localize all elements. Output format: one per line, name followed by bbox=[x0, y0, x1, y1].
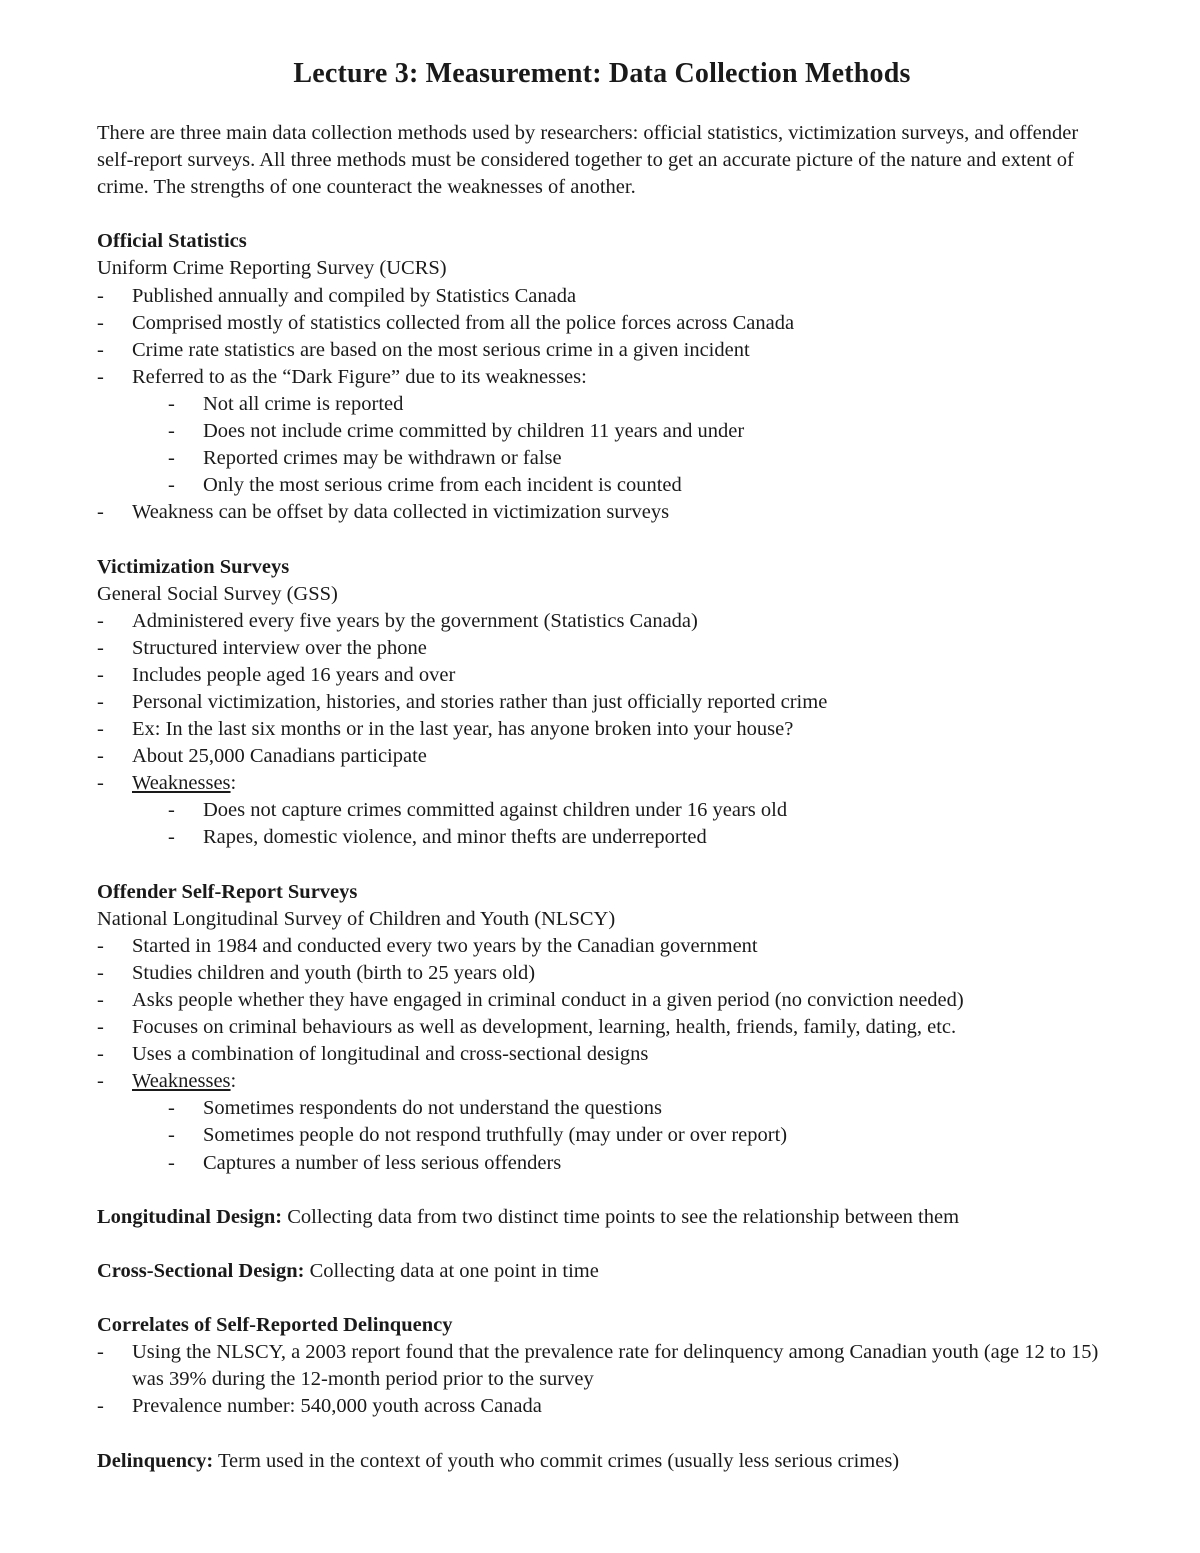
correlates-section bbox=[97, 1312, 1107, 1420]
dash-bullet: - bbox=[168, 474, 175, 497]
sub-list-item-text: Sometimes respondents do not understand the questions bbox=[203, 1097, 662, 1120]
list-item-text: Personal victimization, histories, and stories rather than just officially reported crime bbox=[132, 690, 828, 713]
list-item-text: Studies children and youth (birth to 25 years old) bbox=[132, 961, 536, 984]
sub-list-item bbox=[168, 1122, 1107, 1149]
dash-bullet: - bbox=[97, 934, 104, 957]
dash-bullet: - bbox=[97, 501, 104, 524]
list-item-text: Published annually and compiled by Statistics Canada bbox=[132, 284, 577, 307]
list-item bbox=[97, 364, 1107, 391]
sub-list-item-text: Only the most serious crime from each incident is counted bbox=[203, 474, 682, 497]
definition-term: Cross-Sectional Design: bbox=[97, 1259, 305, 1282]
sub-list-item bbox=[168, 418, 1107, 445]
list-item-text: Prevalence number: 540,000 youth across Canada bbox=[132, 1395, 542, 1418]
sub-list-item bbox=[168, 391, 1107, 418]
weaknesses-colon: : bbox=[230, 772, 237, 795]
section-subtitle-gss: General Social Survey (GSS) bbox=[97, 582, 338, 605]
list-item-text: Referred to as the “Dark Figure” due to its weaknesses: bbox=[132, 365, 587, 388]
dash-bullet: - bbox=[97, 961, 104, 984]
list-item bbox=[97, 337, 1107, 364]
dash-bullet: - bbox=[168, 1124, 175, 1147]
sub-list-item-text: Does not include crime committed by children 11 years and under bbox=[203, 420, 745, 443]
spacer bbox=[97, 1285, 1107, 1312]
list-item-text: Uses a combination of longitudinal and cross-sectional designs bbox=[132, 1043, 649, 1066]
spacer bbox=[97, 201, 1107, 228]
dash-bullet: - bbox=[97, 311, 104, 334]
list-item bbox=[97, 635, 1107, 662]
dash-bullet: - bbox=[97, 690, 104, 713]
spacer bbox=[97, 1177, 1107, 1204]
list-item bbox=[97, 662, 1107, 689]
dash-bullet: - bbox=[97, 989, 104, 1011]
section-heading-victimization-surveys: Victimization Surveys bbox=[97, 555, 290, 578]
spacer bbox=[97, 526, 1107, 553]
official-bullet-list-end bbox=[97, 499, 1107, 526]
list-item-text: Crime rate statistics are based on the most serious crime in a given incident bbox=[132, 338, 750, 361]
dash-bullet: - bbox=[168, 447, 175, 470]
dash-bullet: - bbox=[168, 1097, 175, 1120]
definition-longitudinal-design bbox=[97, 1204, 1107, 1231]
document-page bbox=[97, 56, 1107, 1475]
weaknesses-colon: : bbox=[230, 1070, 237, 1093]
dash-bullet: - bbox=[97, 745, 104, 768]
definition-text: Term used in the context of youth who commit crimes (usually less serious crimes) bbox=[213, 1449, 900, 1472]
dash-bullet: - bbox=[168, 392, 175, 415]
dash-bullet: - bbox=[97, 1043, 104, 1066]
list-item-text: About 25,000 Canadians participate bbox=[132, 745, 427, 768]
offender-bullet-list bbox=[97, 933, 1107, 1096]
offender-self-report-section bbox=[97, 879, 1107, 1177]
dash-bullet: - bbox=[97, 636, 104, 659]
list-item-text: Ex: In the last six months or in the last year, has anyone broken into your house? bbox=[132, 718, 794, 741]
list-item bbox=[97, 499, 1107, 526]
dash-bullet: - bbox=[168, 1151, 175, 1174]
sub-list-item bbox=[168, 1150, 1107, 1177]
dash-bullet: - bbox=[97, 663, 104, 686]
list-item bbox=[97, 283, 1107, 310]
section-heading-correlates: Correlates of Self-Reported Delinquency bbox=[97, 1314, 453, 1337]
official-statistics-section bbox=[97, 228, 1107, 526]
weaknesses-label: Weaknesses bbox=[132, 772, 231, 795]
list-item bbox=[97, 987, 1107, 1014]
offender-sub-list bbox=[97, 1095, 1107, 1176]
section-heading-offender-self-report: Offender Self-Report Surveys bbox=[97, 880, 358, 903]
list-item-text: Focuses on criminal behaviours as well as development, learning, health, friends, family, dating, etc. bbox=[132, 1016, 957, 1039]
official-bullet-list bbox=[97, 283, 1107, 391]
list-item-text: Administered every five years by the government (Statistics Canada) bbox=[132, 609, 698, 632]
dash-bullet: - bbox=[168, 420, 175, 443]
sub-list-item-text: Sometimes people do not respond truthfully (may under or over report) bbox=[203, 1124, 788, 1147]
sub-list-item-text: Captures a number of less serious offenders bbox=[203, 1151, 562, 1174]
definition-text: Collecting data from two distinct time points to see the relationship between them bbox=[282, 1205, 960, 1228]
list-item bbox=[97, 743, 1107, 770]
list-item-text: Using the NLSCY, a 2003 report found that the prevalence rate for delinquency among Canadian youth (age 12 to 15) was 39% during the 12-month period prior to the survey bbox=[132, 1341, 1099, 1391]
sub-list-item-text: Reported crimes may be withdrawn or false bbox=[203, 447, 562, 470]
list-item-text: Asks people whether they have engaged in criminal conduct in a given period (no conviction needed) bbox=[132, 989, 964, 1011]
list-item bbox=[97, 716, 1107, 743]
dash-bullet: - bbox=[168, 826, 175, 849]
list-item bbox=[97, 1014, 1107, 1041]
victim-bullet-list bbox=[97, 608, 1107, 798]
list-item-text: Started in 1984 and conducted every two years by the Canadian government bbox=[132, 934, 758, 957]
spacer bbox=[97, 1421, 1107, 1448]
sub-list-item bbox=[168, 824, 1107, 851]
definition-delinquency bbox=[97, 1448, 1107, 1475]
list-item bbox=[97, 1041, 1107, 1068]
spacer bbox=[97, 1231, 1107, 1258]
dash-bullet: - bbox=[168, 799, 175, 822]
intro-paragraph: There are three main data collection methods used by researchers: official statistics, victimization surveys, and offender self-report surveys. All three methods must be considered together to get an accurate picture of the nature and extent of crime. The strengths of one counteract the weaknesses of another. bbox=[97, 122, 1079, 199]
correlates-bullet-list bbox=[97, 1339, 1107, 1420]
list-item bbox=[97, 1393, 1107, 1420]
spacer bbox=[97, 852, 1107, 879]
definition-term: Delinquency: bbox=[97, 1449, 214, 1472]
official-sub-list bbox=[97, 391, 1107, 499]
dash-bullet: - bbox=[97, 1070, 104, 1093]
dash-bullet: - bbox=[97, 1395, 104, 1418]
victimization-surveys-section bbox=[97, 554, 1107, 852]
dash-bullet: - bbox=[97, 365, 104, 388]
list-item bbox=[97, 770, 1107, 797]
weaknesses-label: Weaknesses bbox=[132, 1070, 231, 1093]
list-item-text: Weakness can be offset by data collected in victimization surveys bbox=[132, 501, 670, 524]
definition-term: Longitudinal Design: bbox=[97, 1205, 283, 1228]
dash-bullet: - bbox=[97, 338, 104, 361]
list-item bbox=[97, 933, 1107, 960]
sub-list-item bbox=[168, 797, 1107, 824]
definition-cross-sectional-design bbox=[97, 1258, 1107, 1285]
list-item bbox=[97, 1068, 1107, 1095]
list-item-text: Comprised mostly of statistics collected from all the police forces across Canada bbox=[132, 311, 795, 334]
definition-text: Collecting data at one point in time bbox=[304, 1259, 599, 1282]
sub-list-item-text: Rapes, domestic violence, and minor thefts are underreported bbox=[203, 826, 707, 849]
sub-list-item-text: Does not capture crimes committed against children under 16 years old bbox=[203, 799, 788, 822]
dash-bullet: - bbox=[97, 718, 104, 741]
list-item bbox=[97, 1339, 1107, 1393]
page-title: Lecture 3: Measurement: Data Collection Methods bbox=[293, 58, 911, 89]
sub-list-item bbox=[168, 445, 1107, 472]
sub-list-item bbox=[168, 1095, 1107, 1122]
section-subtitle-ucrs: Uniform Crime Reporting Survey (UCRS) bbox=[97, 257, 447, 280]
sub-list-item-text: Not all crime is reported bbox=[203, 392, 404, 415]
section-subtitle-nlscy: National Longitudinal Survey of Children and Youth (NLSCY) bbox=[97, 907, 616, 930]
sub-list-item bbox=[168, 472, 1107, 499]
list-item bbox=[97, 310, 1107, 337]
dash-bullet: - bbox=[97, 1341, 104, 1364]
dash-bullet: - bbox=[97, 609, 104, 632]
dash-bullet: - bbox=[97, 284, 104, 307]
list-item-text: Structured interview over the phone bbox=[132, 636, 427, 659]
victim-sub-list bbox=[97, 797, 1107, 851]
list-item bbox=[97, 689, 1107, 716]
list-item bbox=[97, 608, 1107, 635]
list-item-text: Includes people aged 16 years and over bbox=[132, 663, 456, 686]
list-item bbox=[97, 960, 1107, 987]
section-heading-official-statistics: Official Statistics bbox=[97, 230, 247, 253]
dash-bullet: - bbox=[97, 1016, 104, 1039]
dash-bullet: - bbox=[97, 772, 104, 795]
